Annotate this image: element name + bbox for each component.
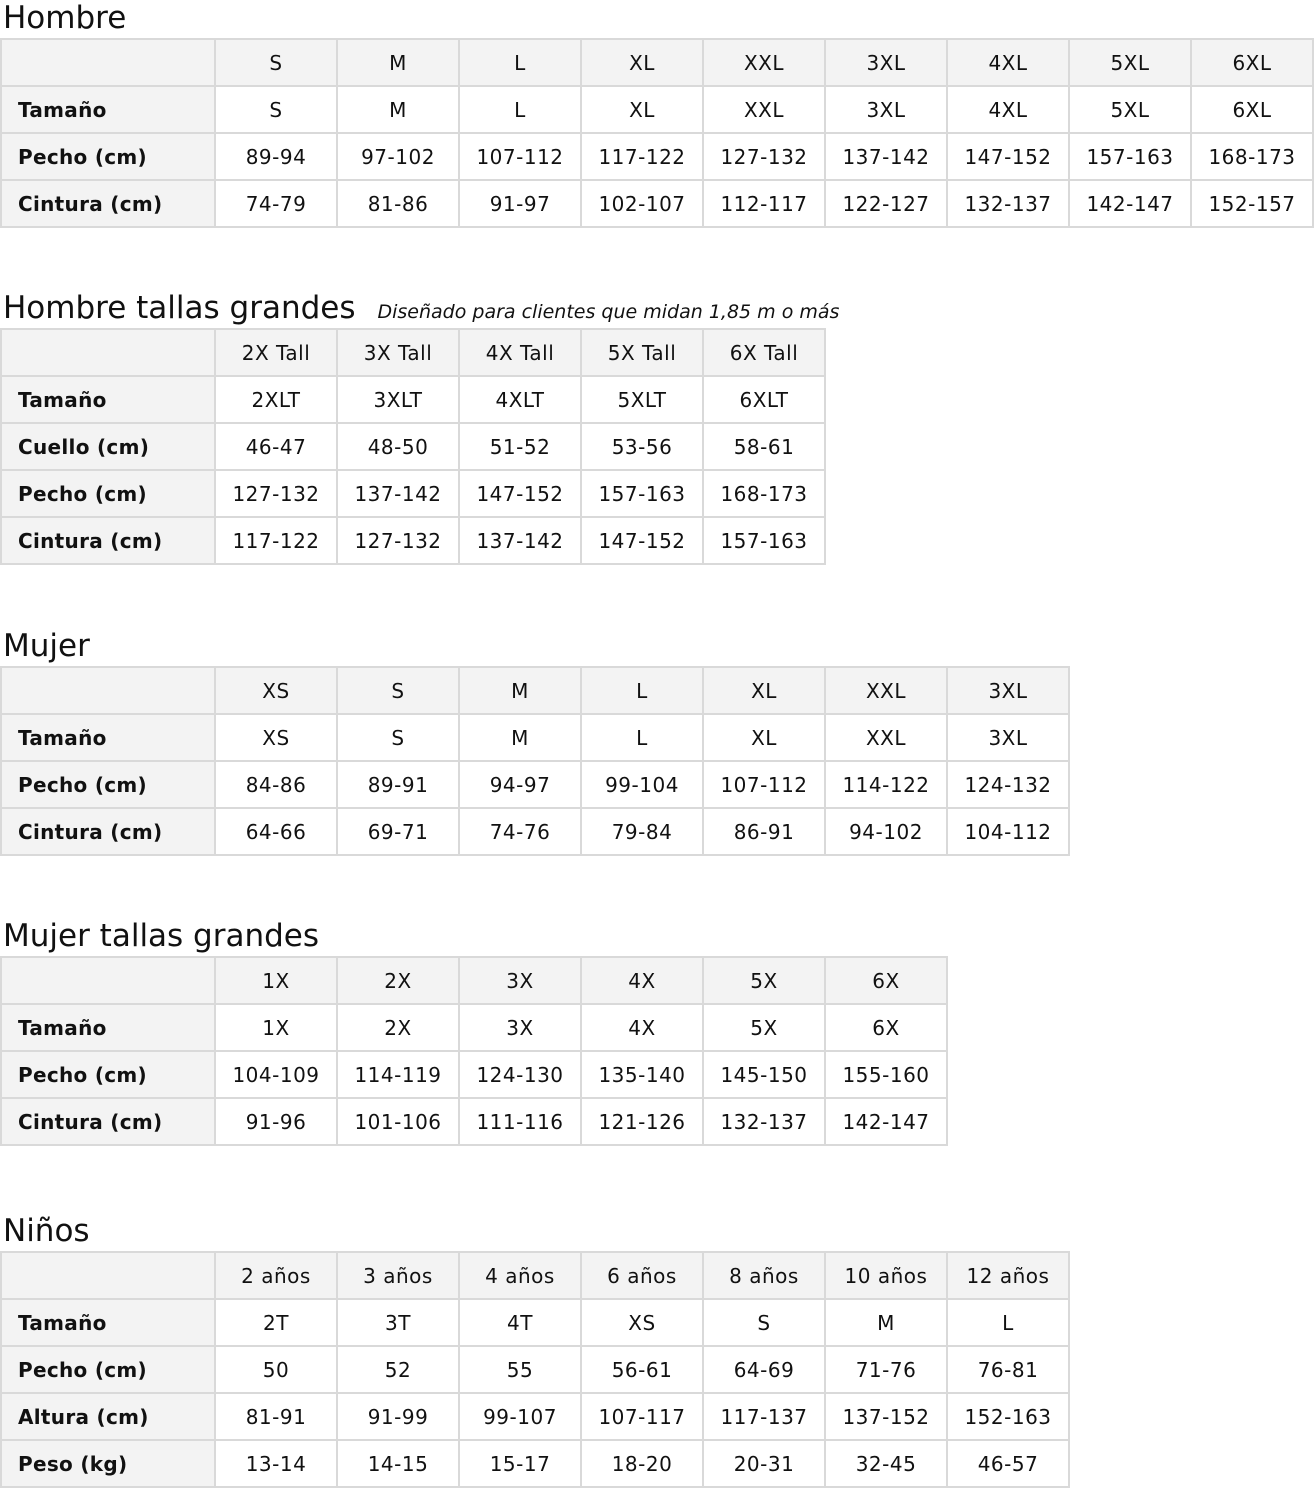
table-cell: 121-126 <box>581 1098 703 1145</box>
table-cell: 107-117 <box>581 1393 703 1440</box>
column-header: 2X <box>337 957 459 1004</box>
table-cell: 2XLT <box>215 376 337 423</box>
table-cell: 84-86 <box>215 761 337 808</box>
table-row <box>1 1440 1069 1487</box>
row-label: Pecho (cm) <box>1 470 215 517</box>
table-corner-cell <box>1 1252 215 1299</box>
table-cell: 4XLT <box>459 376 581 423</box>
column-header: L <box>459 39 581 86</box>
table-cell: M <box>825 1299 947 1346</box>
table-cell: 71-76 <box>825 1346 947 1393</box>
table-row <box>1 1098 947 1145</box>
column-header: 6X Tall <box>703 329 825 376</box>
table-cell: 124-132 <box>947 761 1069 808</box>
column-header: 3X <box>459 957 581 1004</box>
table-cell: 142-147 <box>1069 180 1191 227</box>
table-cell: 18-20 <box>581 1440 703 1487</box>
table-cell: 168-173 <box>703 470 825 517</box>
table-row <box>1 376 825 423</box>
section-title: Hombre tallas grandes <box>3 290 356 326</box>
row-label: Tamaño <box>1 86 215 133</box>
table-cell: 104-109 <box>215 1051 337 1098</box>
table-row <box>1 761 1069 808</box>
size-table <box>0 328 826 565</box>
column-header: 6 años <box>581 1252 703 1299</box>
table-cell: 74-76 <box>459 808 581 855</box>
table-cell: 91-97 <box>459 180 581 227</box>
table-cell: 112-117 <box>703 180 825 227</box>
table-row <box>1 86 1313 133</box>
table-row <box>1 1004 947 1051</box>
column-header: 8 años <box>703 1252 825 1299</box>
row-label: Cintura (cm) <box>1 808 215 855</box>
table-cell: 94-97 <box>459 761 581 808</box>
table-cell: 86-91 <box>703 808 825 855</box>
table-cell: 3XL <box>947 714 1069 761</box>
column-header: XL <box>703 667 825 714</box>
table-cell: 69-71 <box>337 808 459 855</box>
table-cell: XL <box>581 86 703 133</box>
size-section-mujer-tallas-grandes <box>0 918 948 1146</box>
table-cell: 107-112 <box>703 761 825 808</box>
table-cell: 5XL <box>1069 86 1191 133</box>
column-header: XXL <box>825 667 947 714</box>
table-cell: 46-47 <box>215 423 337 470</box>
size-section-ninos <box>0 1213 1070 1488</box>
size-section-hombre <box>0 0 1314 228</box>
table-cell: 53-56 <box>581 423 703 470</box>
table-cell: 157-163 <box>703 517 825 564</box>
size-table <box>0 1251 1070 1488</box>
table-cell: S <box>215 86 337 133</box>
table-cell: 3X <box>459 1004 581 1051</box>
table-row <box>1 470 825 517</box>
column-header: 3X Tall <box>337 329 459 376</box>
column-header: S <box>215 39 337 86</box>
section-header <box>0 918 948 954</box>
table-cell: S <box>337 714 459 761</box>
row-label: Pecho (cm) <box>1 1346 215 1393</box>
column-header: 2X Tall <box>215 329 337 376</box>
table-cell: 46-57 <box>947 1440 1069 1487</box>
table-cell: 137-142 <box>337 470 459 517</box>
section-title: Hombre <box>3 0 127 36</box>
column-header: M <box>337 39 459 86</box>
table-cell: 91-96 <box>215 1098 337 1145</box>
column-header: XS <box>215 667 337 714</box>
table-cell: 117-122 <box>581 133 703 180</box>
table-corner-cell <box>1 329 215 376</box>
section-header <box>0 290 839 326</box>
table-row <box>1 1051 947 1098</box>
table-cell: 89-94 <box>215 133 337 180</box>
table-cell: 74-79 <box>215 180 337 227</box>
table-cell: 117-137 <box>703 1393 825 1440</box>
table-cell: 48-50 <box>337 423 459 470</box>
table-cell: XXL <box>825 714 947 761</box>
table-cell: 127-132 <box>703 133 825 180</box>
table-cell: 2T <box>215 1299 337 1346</box>
table-cell: 55 <box>459 1346 581 1393</box>
table-cell: 32-45 <box>825 1440 947 1487</box>
table-row <box>1 423 825 470</box>
table-cell: 51-52 <box>459 423 581 470</box>
table-cell: 135-140 <box>581 1051 703 1098</box>
table-cell: 132-137 <box>703 1098 825 1145</box>
column-header: 3 años <box>337 1252 459 1299</box>
row-label: Altura (cm) <box>1 1393 215 1440</box>
section-header <box>0 0 1314 36</box>
table-cell: M <box>459 714 581 761</box>
table-cell: 89-91 <box>337 761 459 808</box>
table-cell: XXL <box>703 86 825 133</box>
table-cell: 137-142 <box>825 133 947 180</box>
size-section-mujer <box>0 628 1070 856</box>
section-title: Niños <box>3 1213 90 1249</box>
table-cell: 15-17 <box>459 1440 581 1487</box>
table-cell: 101-106 <box>337 1098 459 1145</box>
table-row <box>1 517 825 564</box>
table-cell: 58-61 <box>703 423 825 470</box>
table-cell: 4XL <box>947 86 1069 133</box>
table-cell: 147-152 <box>947 133 1069 180</box>
table-cell: 50 <box>215 1346 337 1393</box>
table-cell: 114-122 <box>825 761 947 808</box>
table-cell: 97-102 <box>337 133 459 180</box>
row-label: Cintura (cm) <box>1 1098 215 1145</box>
table-cell: 14-15 <box>337 1440 459 1487</box>
column-header: 4X Tall <box>459 329 581 376</box>
row-label: Peso (kg) <box>1 1440 215 1487</box>
table-corner-cell <box>1 667 215 714</box>
table-cell: 5X <box>703 1004 825 1051</box>
table-cell: S <box>703 1299 825 1346</box>
column-header: 4X <box>581 957 703 1004</box>
column-header: XL <box>581 39 703 86</box>
row-label: Tamaño <box>1 714 215 761</box>
table-cell: L <box>459 86 581 133</box>
table-cell: 168-173 <box>1191 133 1313 180</box>
table-cell: 6XLT <box>703 376 825 423</box>
table-cell: 56-61 <box>581 1346 703 1393</box>
table-cell: 81-91 <box>215 1393 337 1440</box>
table-cell: 4T <box>459 1299 581 1346</box>
table-cell: 102-107 <box>581 180 703 227</box>
table-cell: XS <box>215 714 337 761</box>
table-cell: 111-116 <box>459 1098 581 1145</box>
table-row <box>1 1346 1069 1393</box>
table-header-row <box>1 957 947 1004</box>
section-note: Diseñado para clientes que midan 1,85 m o más <box>377 301 840 323</box>
table-cell: 6X <box>825 1004 947 1051</box>
table-cell: 99-107 <box>459 1393 581 1440</box>
table-cell: 127-132 <box>215 470 337 517</box>
column-header: 1X <box>215 957 337 1004</box>
table-cell: 91-99 <box>337 1393 459 1440</box>
table-cell: XL <box>703 714 825 761</box>
table-cell: 104-112 <box>947 808 1069 855</box>
table-row <box>1 180 1313 227</box>
column-header: 4 años <box>459 1252 581 1299</box>
table-cell: 79-84 <box>581 808 703 855</box>
row-label: Pecho (cm) <box>1 761 215 808</box>
table-cell: 152-157 <box>1191 180 1313 227</box>
table-cell: 107-112 <box>459 133 581 180</box>
table-row <box>1 1393 1069 1440</box>
column-header: XXL <box>703 39 825 86</box>
table-row <box>1 133 1313 180</box>
section-header <box>0 628 1070 664</box>
table-cell: 127-132 <box>337 517 459 564</box>
table-row <box>1 714 1069 761</box>
section-header <box>0 1213 1070 1249</box>
table-cell: 3XL <box>825 86 947 133</box>
table-cell: 3XLT <box>337 376 459 423</box>
column-header: S <box>337 667 459 714</box>
table-cell: 145-150 <box>703 1051 825 1098</box>
table-cell: 114-119 <box>337 1051 459 1098</box>
table-cell: XS <box>581 1299 703 1346</box>
table-cell: 157-163 <box>1069 133 1191 180</box>
row-label: Tamaño <box>1 376 215 423</box>
table-cell: L <box>947 1299 1069 1346</box>
table-cell: 4X <box>581 1004 703 1051</box>
table-cell: 124-130 <box>459 1051 581 1098</box>
column-header: 12 años <box>947 1252 1069 1299</box>
table-cell: 142-147 <box>825 1098 947 1145</box>
column-header: 3XL <box>947 667 1069 714</box>
table-header-row <box>1 1252 1069 1299</box>
table-cell: 147-152 <box>459 470 581 517</box>
column-header: L <box>581 667 703 714</box>
table-cell: 122-127 <box>825 180 947 227</box>
table-cell: 99-104 <box>581 761 703 808</box>
table-cell: L <box>581 714 703 761</box>
table-header-row <box>1 329 825 376</box>
size-section-hombre-tallas-grandes <box>0 290 839 565</box>
table-cell: 52 <box>337 1346 459 1393</box>
size-table <box>0 38 1314 228</box>
table-corner-cell <box>1 39 215 86</box>
row-label: Pecho (cm) <box>1 1051 215 1098</box>
table-cell: 117-122 <box>215 517 337 564</box>
table-cell: 64-66 <box>215 808 337 855</box>
size-table <box>0 956 948 1146</box>
table-row <box>1 1299 1069 1346</box>
table-cell: 1X <box>215 1004 337 1051</box>
column-header: 6X <box>825 957 947 1004</box>
row-label: Cuello (cm) <box>1 423 215 470</box>
table-header-row <box>1 39 1313 86</box>
table-cell: 2X <box>337 1004 459 1051</box>
table-cell: 5XLT <box>581 376 703 423</box>
column-header: 5X <box>703 957 825 1004</box>
section-title: Mujer tallas grandes <box>3 918 320 954</box>
column-header: 5XL <box>1069 39 1191 86</box>
row-label: Cintura (cm) <box>1 517 215 564</box>
table-cell: 137-142 <box>459 517 581 564</box>
table-cell: 147-152 <box>581 517 703 564</box>
table-cell: 155-160 <box>825 1051 947 1098</box>
column-header: 5X Tall <box>581 329 703 376</box>
table-cell: 64-69 <box>703 1346 825 1393</box>
table-cell: 6XL <box>1191 86 1313 133</box>
table-cell: 20-31 <box>703 1440 825 1487</box>
table-cell: 3T <box>337 1299 459 1346</box>
size-table <box>0 666 1070 856</box>
row-label: Cintura (cm) <box>1 180 215 227</box>
column-header: 4XL <box>947 39 1069 86</box>
column-header: 6XL <box>1191 39 1313 86</box>
column-header: M <box>459 667 581 714</box>
table-cell: 13-14 <box>215 1440 337 1487</box>
row-label: Pecho (cm) <box>1 133 215 180</box>
table-cell: M <box>337 86 459 133</box>
table-cell: 152-163 <box>947 1393 1069 1440</box>
table-corner-cell <box>1 957 215 1004</box>
column-header: 10 años <box>825 1252 947 1299</box>
table-cell: 157-163 <box>581 470 703 517</box>
section-title: Mujer <box>3 628 90 664</box>
table-cell: 132-137 <box>947 180 1069 227</box>
table-cell: 81-86 <box>337 180 459 227</box>
table-cell: 76-81 <box>947 1346 1069 1393</box>
column-header: 2 años <box>215 1252 337 1299</box>
table-row <box>1 808 1069 855</box>
row-label: Tamaño <box>1 1004 215 1051</box>
table-cell: 137-152 <box>825 1393 947 1440</box>
table-cell: 94-102 <box>825 808 947 855</box>
column-header: 3XL <box>825 39 947 86</box>
table-header-row <box>1 667 1069 714</box>
row-label: Tamaño <box>1 1299 215 1346</box>
